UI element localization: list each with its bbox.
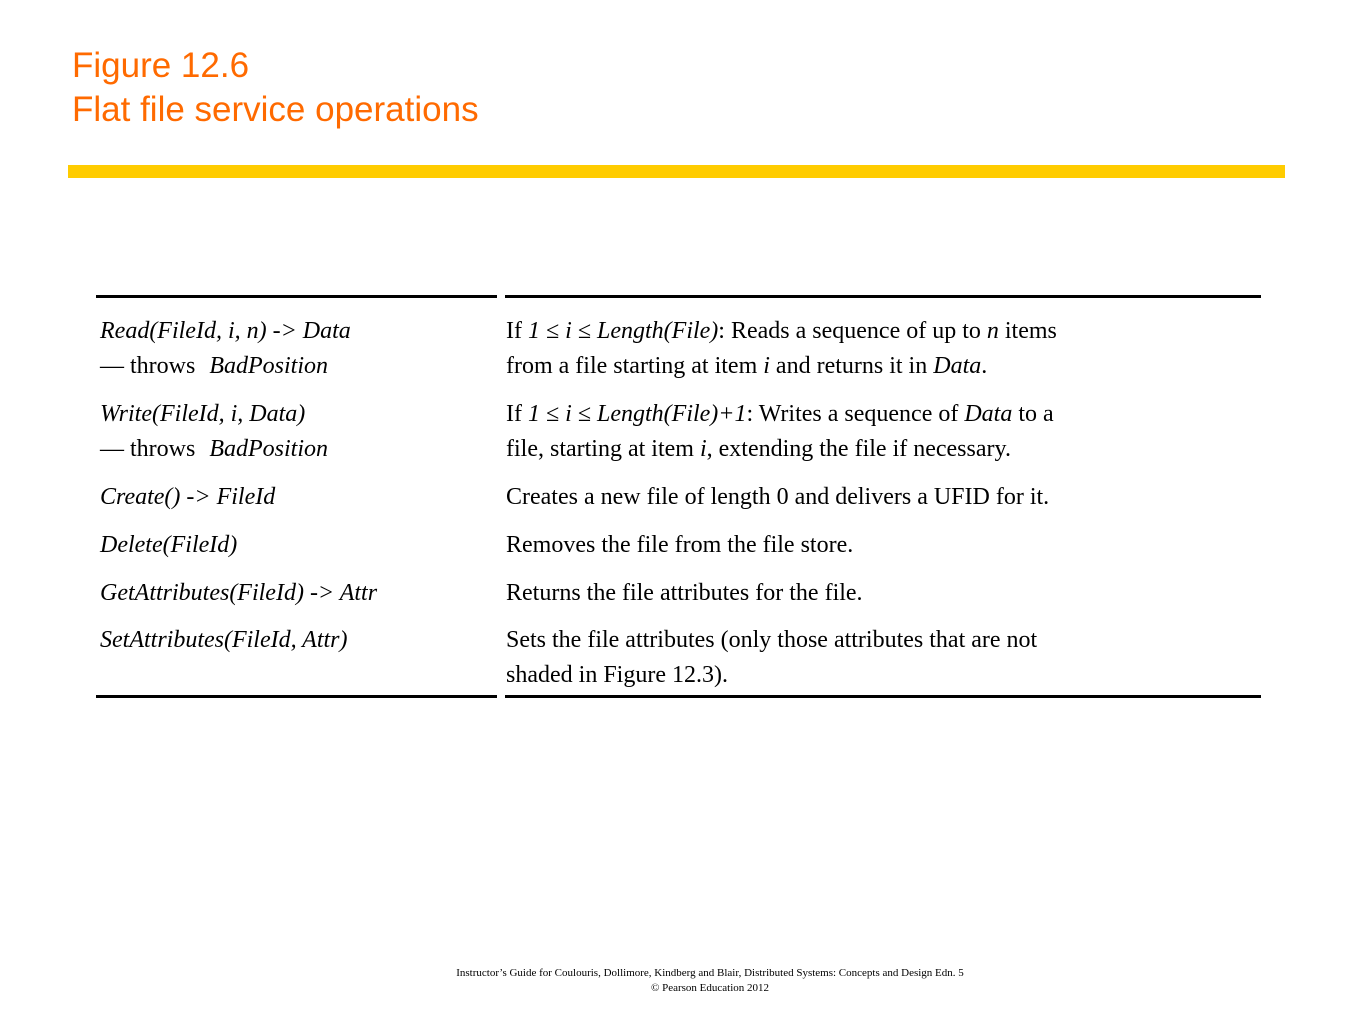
operation-signature: Read(FileId, i, n) -> Data	[100, 318, 351, 344]
table-top-rule-left	[96, 295, 497, 298]
operation-description-line: If 1 ≤ i ≤ Length(File): Reads a sequence of up to n items	[506, 318, 1057, 344]
footer-copyright: © Pearson Education 2012	[650, 982, 770, 994]
operation-description-line: If 1 ≤ i ≤ Length(File)+1: Writes a sequence of Data to a	[506, 401, 1054, 427]
operation-throws	[100, 432, 495, 467]
operation-throws	[100, 349, 495, 384]
italic-term: Data	[933, 353, 982, 379]
table-bottom-rule-right	[505, 695, 1261, 698]
figure-title: Flat file service operations	[72, 90, 479, 129]
operation-description-cell	[506, 528, 1246, 563]
throws-keyword: — throws	[100, 353, 196, 379]
operation-signature: Create() -> FileId	[100, 484, 276, 510]
throws-keyword: — throws	[100, 436, 196, 462]
footer	[0, 966, 1365, 996]
throws-exception-name: BadPosition	[209, 353, 329, 379]
operation-description-line: shaded in Figure 12.3).	[506, 662, 728, 688]
operation-signature: Delete(FileId)	[100, 532, 238, 558]
operation-description-cell	[506, 314, 1246, 384]
italic-term: n	[986, 318, 999, 344]
operation-description-cell	[506, 576, 1246, 611]
figure-title-block	[72, 44, 479, 132]
operation-signature-cell	[100, 397, 495, 467]
operation-description-line: Removes the file from the file store.	[506, 532, 854, 558]
table-top-rule-right	[505, 295, 1261, 298]
operation-signature-cell	[100, 576, 495, 611]
operation-description-line: file, starting at item i, extending the file if necessary.	[506, 436, 1011, 462]
operation-signature-cell	[100, 528, 495, 563]
operation-description-cell	[506, 623, 1246, 693]
operation-signature: SetAttributes(FileId, Attr)	[100, 627, 348, 653]
italic-term: 1 ≤ i ≤ Length(File)	[527, 318, 719, 344]
operation-description-line: Creates a new file of length 0 and delivers a UFID for it.	[506, 484, 1050, 510]
throws-exception-name: BadPosition	[209, 436, 329, 462]
footer-credit: Instructor’s Guide for Coulouris, Dollimore, Kindberg and Blair, Distributed Systems: Concepts and Design Edn. 5	[456, 967, 964, 979]
italic-term: i	[699, 436, 707, 462]
table-bottom-rule-left	[96, 695, 497, 698]
operation-signature: Write(FileId, i, Data)	[100, 401, 306, 427]
operation-description-line: Returns the file attributes for the file.	[506, 580, 863, 606]
italic-term: Data	[964, 401, 1013, 427]
operation-description-cell	[506, 397, 1246, 467]
operation-description-line: Sets the file attributes (only those attributes that are not	[506, 627, 1038, 653]
operation-signature-cell	[100, 314, 495, 384]
figure-label: Figure 12.6	[72, 46, 250, 85]
accent-bar	[68, 165, 1285, 178]
operation-description-line: from a file starting at item i and returns it in Data.	[506, 353, 988, 379]
operation-signature: GetAttributes(FileId) -> Attr	[100, 580, 378, 606]
italic-term: i	[763, 353, 770, 379]
operation-signature-cell	[100, 623, 495, 658]
operation-description-cell	[506, 480, 1246, 515]
operation-signature-cell	[100, 480, 495, 515]
italic-term: 1 ≤ i ≤ Length(File)+1	[527, 401, 747, 427]
